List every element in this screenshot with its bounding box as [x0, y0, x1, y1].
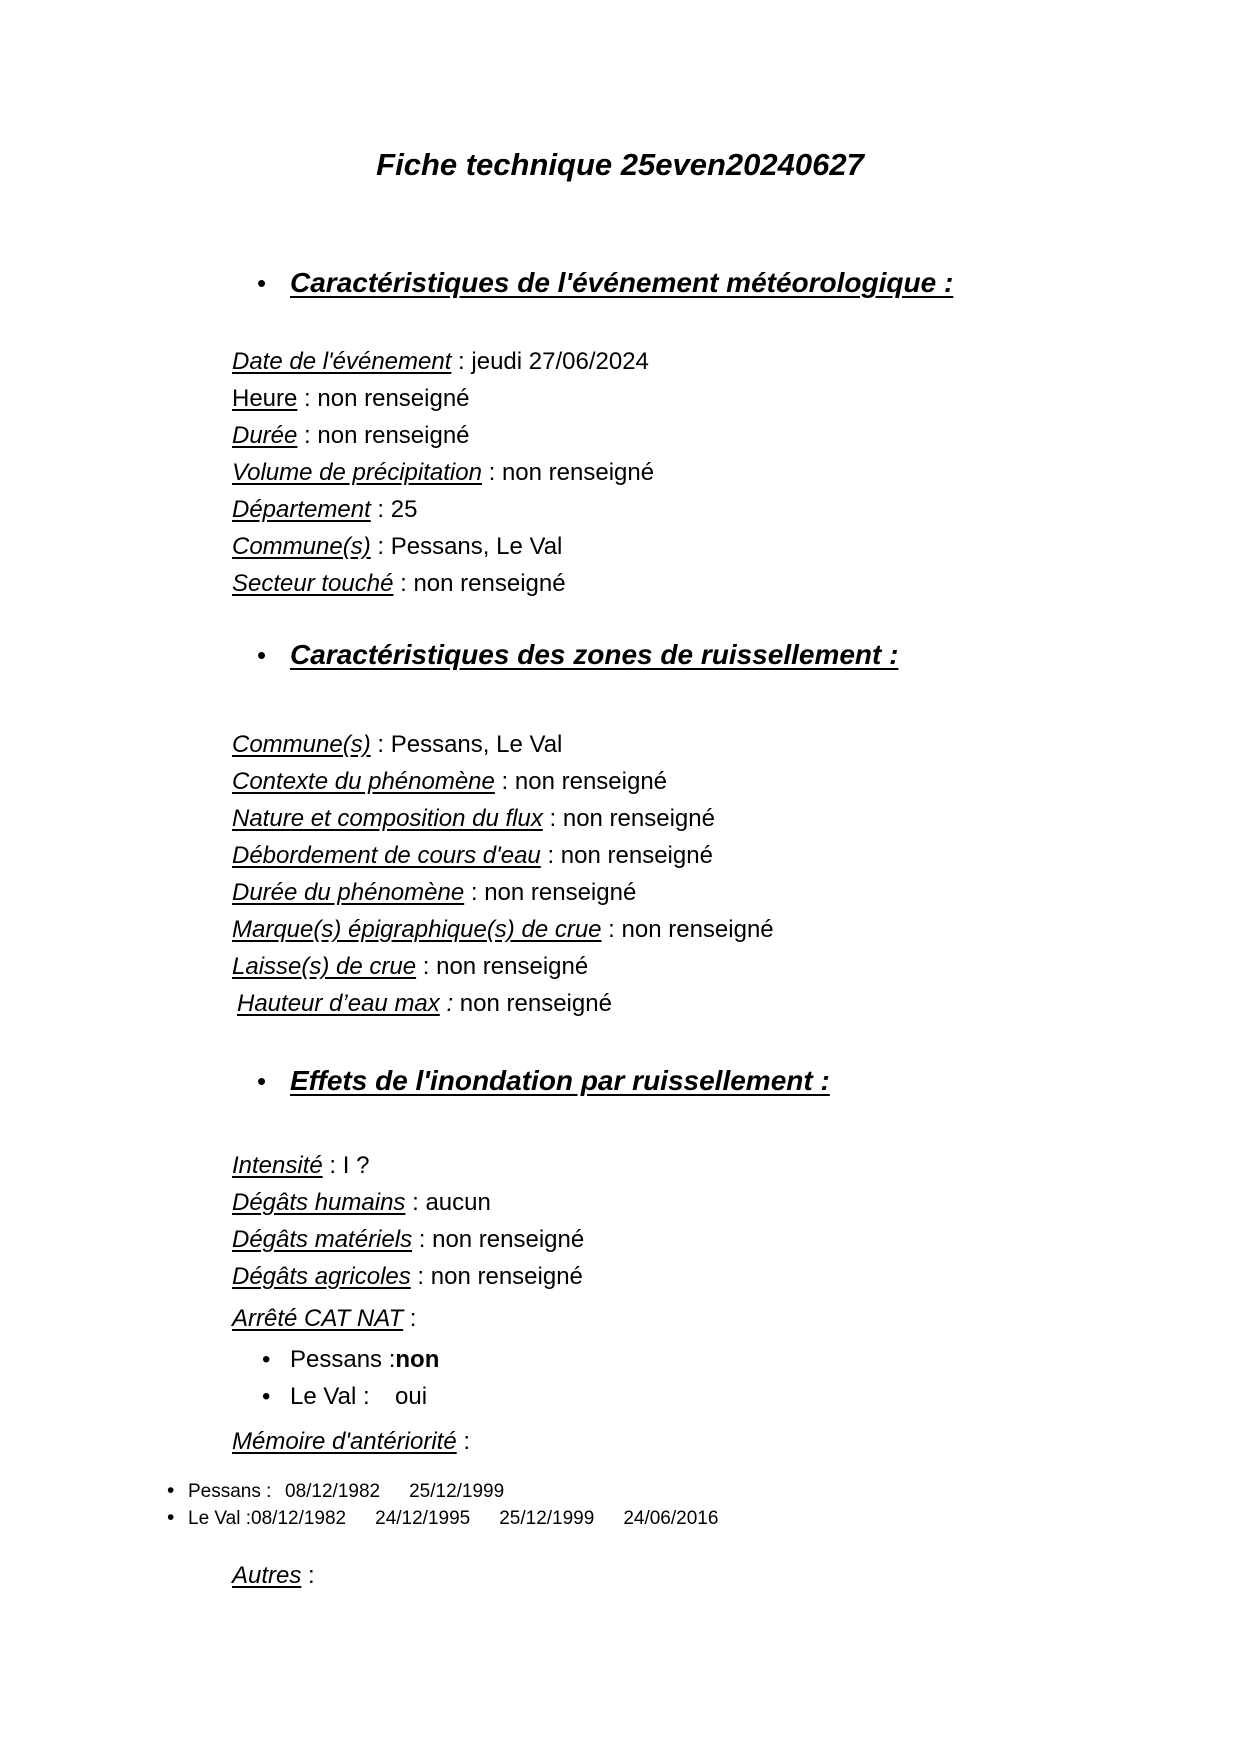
field-row-duree: [232, 423, 1240, 449]
field-label: Département: [232, 496, 371, 523]
field-label: Heure: [232, 385, 298, 412]
field-separator: :: [393, 570, 414, 597]
field-value: non renseigné: [514, 768, 668, 795]
field-label: Intensité: [232, 1152, 323, 1179]
bullet-marker-icon: •: [262, 1346, 271, 1373]
field-label: Laisse(s) de crue: [232, 953, 417, 980]
catnat-name: Le Val :: [290, 1383, 370, 1410]
section-heading-effets: [257, 1066, 1240, 1098]
field-separator: :: [301, 1562, 322, 1589]
field-value: non renseigné: [436, 953, 589, 980]
page-title: Fiche technique 25even20240627: [376, 147, 864, 182]
memory-name: Le Val :: [188, 1508, 252, 1529]
field-value: non renseigné: [501, 459, 655, 486]
field-row-debordement: [232, 843, 1240, 869]
memory-item-le-val: [167, 1505, 1240, 1532]
catnat-value: non: [395, 1346, 440, 1373]
catnat-value: oui: [395, 1383, 428, 1410]
field-separator: :: [322, 1152, 343, 1179]
section-heading-text: Effets de l'inondation par ruissellement :: [290, 1065, 830, 1096]
field-value: non renseigné: [317, 422, 470, 449]
section-heading-ruissellement: [257, 640, 1240, 672]
field-separator: :: [370, 533, 391, 560]
field-label: Hauteur d’eau max: [237, 990, 440, 1017]
field-row-arrete-cat-nat: [232, 1306, 1240, 1332]
field-row-hauteur-eau-max: [232, 991, 1240, 1017]
field-row-heure: [232, 386, 1240, 412]
field-label: Débordement de cours d'eau: [232, 842, 541, 869]
field-row-nature-flux: [232, 806, 1240, 832]
memory-name: Pessans :: [188, 1481, 272, 1502]
catnat-item-le-val: [262, 1384, 1240, 1410]
field-label: Volume de précipitation: [232, 459, 482, 486]
bullet-marker-icon: •: [257, 268, 267, 298]
field-row-date-evenement: [232, 349, 1240, 375]
field-separator: :: [456, 1428, 477, 1455]
field-row-degats-materiels: [232, 1227, 1240, 1253]
field-separator: :: [410, 1263, 431, 1290]
field-label: Autres: [232, 1562, 302, 1589]
memory-date: 08/12/1982: [251, 1508, 347, 1529]
field-row-memoire-anteriorite: [232, 1429, 1240, 1455]
field-separator: :: [412, 1226, 433, 1253]
bullet-marker-icon: •: [257, 640, 267, 670]
field-value: non renseigné: [430, 1263, 583, 1290]
section-heading-text: Caractéristiques de l'événement météorologique :: [290, 267, 954, 298]
field-separator: :: [297, 422, 318, 449]
field-separator: :: [370, 496, 391, 523]
field-separator: :: [601, 916, 622, 943]
field-separator: :: [542, 805, 563, 832]
field-row-marques-epigraphiques: [232, 917, 1240, 943]
catnat-item-pessans: [262, 1347, 1240, 1373]
memory-date: 25/12/1999: [499, 1508, 595, 1529]
field-separator: :: [464, 879, 485, 906]
field-label: Dégâts matériels: [232, 1226, 413, 1253]
memory-date: 25/12/1999: [409, 1481, 505, 1502]
field-value: 25: [390, 496, 418, 523]
field-row-volume-precipitation: [232, 460, 1240, 486]
field-row-departement: [232, 497, 1240, 523]
field-label: Date de l'événement: [232, 348, 452, 375]
field-separator: :: [540, 842, 561, 869]
field-row-contexte-phenomene: [232, 769, 1240, 795]
field-value: aucun: [425, 1189, 491, 1216]
field-label: Marque(s) épigraphique(s) de crue: [232, 916, 602, 943]
field-value: non renseigné: [432, 1226, 585, 1253]
field-separator: :: [494, 768, 515, 795]
field-row-communes: [232, 534, 1240, 560]
field-separator: :: [416, 953, 437, 980]
field-row-duree-phenomene: [232, 880, 1240, 906]
catnat-name: Pessans :: [290, 1346, 396, 1373]
field-separator: :: [481, 459, 502, 486]
field-row-degats-humains: [232, 1190, 1240, 1216]
field-separator: :: [297, 385, 318, 412]
field-row-autres: [232, 1563, 1240, 1589]
field-separator: :: [403, 1305, 424, 1332]
field-separator: :: [405, 1189, 426, 1216]
field-value: non renseigné: [317, 385, 470, 412]
field-row-secteur-touche: [232, 571, 1240, 597]
field-separator: :: [451, 348, 472, 375]
field-value: non renseigné: [459, 990, 612, 1017]
field-label: Secteur touché: [232, 570, 394, 597]
field-row-communes-2: [232, 732, 1240, 758]
field-value: non renseigné: [484, 879, 637, 906]
field-label: Dégâts agricoles: [232, 1263, 411, 1290]
field-value: Pessans, Le Val: [390, 533, 563, 560]
field-row-laisses-de-crue: [232, 954, 1240, 980]
section-heading-meteo: [257, 268, 1240, 300]
memory-date: 24/06/2016: [623, 1508, 719, 1529]
field-value: I ?: [342, 1152, 370, 1179]
field-value: non renseigné: [562, 805, 715, 832]
field-label: Nature et composition du flux: [232, 805, 543, 832]
bullet-marker-icon: •: [262, 1383, 271, 1410]
field-label: Commune(s): [232, 533, 371, 560]
field-value: non renseigné: [560, 842, 713, 869]
memory-item-pessans: [167, 1478, 1240, 1505]
memory-date: 08/12/1982: [285, 1481, 381, 1502]
field-row-intensite: [232, 1153, 1240, 1179]
field-label: Mémoire d'antériorité: [232, 1428, 457, 1455]
bullet-marker-icon: •: [167, 1506, 175, 1529]
field-separator: :: [370, 731, 391, 758]
memory-date: 24/12/1995: [375, 1508, 471, 1529]
section-heading-text: Caractéristiques des zones de ruissellement :: [290, 639, 899, 670]
bullet-marker-icon: •: [167, 1479, 175, 1502]
field-value: non renseigné: [621, 916, 774, 943]
field-label: Commune(s): [232, 731, 371, 758]
field-value: Pessans, Le Val: [390, 731, 563, 758]
field-label: Dégâts humains: [232, 1189, 406, 1216]
field-label: Durée: [232, 422, 298, 449]
field-row-degats-agricoles: [232, 1264, 1240, 1290]
field-label: Arrêté CAT NAT: [232, 1305, 404, 1332]
field-label: Durée du phénomène: [232, 879, 465, 906]
field-value: jeudi 27/06/2024: [471, 348, 649, 375]
bullet-marker-icon: •: [257, 1066, 267, 1096]
field-value: non renseigné: [413, 570, 566, 597]
field-label: Contexte du phénomène: [232, 768, 495, 795]
field-separator: :: [439, 990, 460, 1017]
